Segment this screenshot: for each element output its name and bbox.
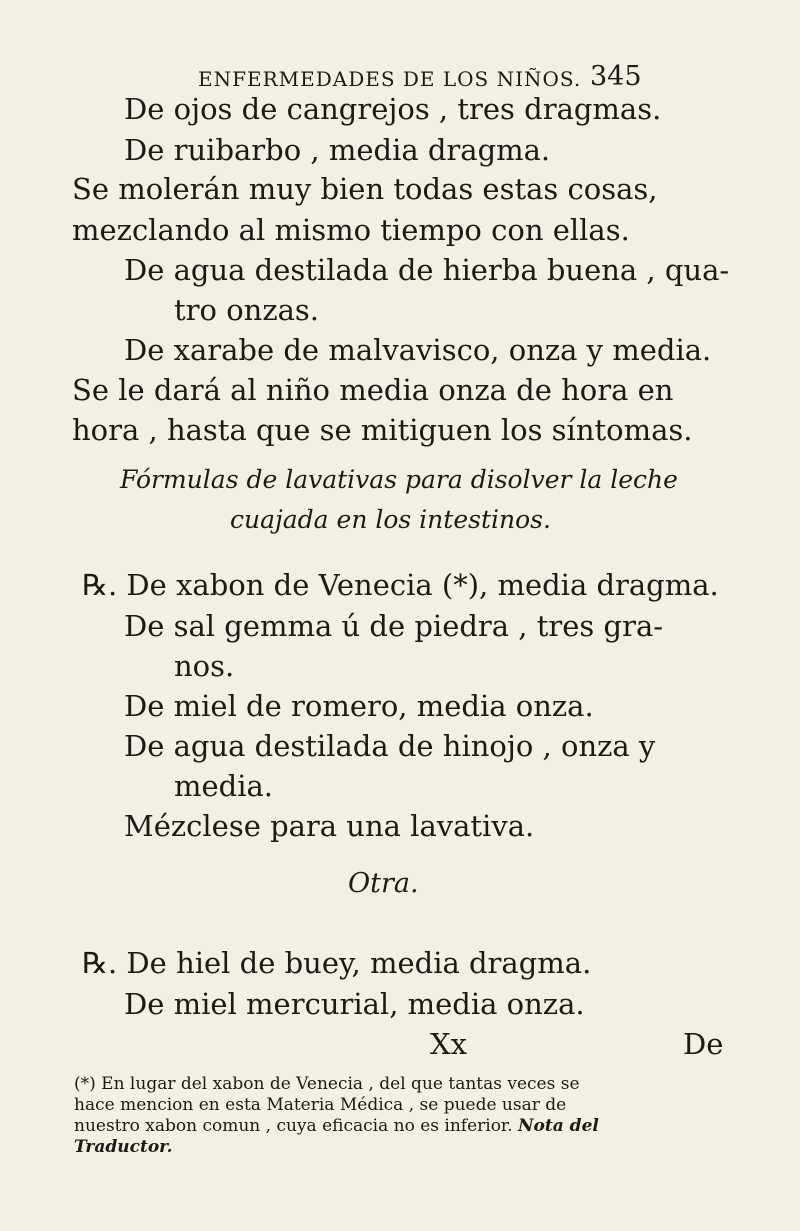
text-line-7: De xarabe de malvavisco, onza y media.: [124, 333, 712, 367]
text-line-3: Se molerán muy bien todas estas cosas,: [72, 172, 658, 206]
footnote-line-3-text: nuestro xabon comun , cuya eficacia no es inferior.: [74, 1116, 513, 1136]
section-heading-line-1: Fórmulas de lavativas para disolver la leche: [120, 465, 678, 494]
footnote-line-4: [74, 1137, 173, 1158]
recipe-line-5: De agua destilada de hinojo , onza y: [124, 729, 656, 763]
footnote-traductor: Traductor.: [74, 1137, 173, 1157]
recipe-line-1: ℞. De xabon de Venecia (*), media dragma.: [82, 568, 719, 602]
text-line-6: tro onzas.: [174, 293, 319, 327]
signature-mark: Xx: [430, 1027, 468, 1061]
recipe-line-6: media.: [174, 769, 274, 803]
recipe2-line-1: ℞. De hiel de buey, media dragma.: [82, 946, 592, 980]
footnote-line-3: [74, 1116, 599, 1137]
recipe-line-7: Mézclese para una lavativa.: [124, 809, 535, 843]
section-heading-line-2: cuajada en los intestinos.: [230, 505, 551, 534]
text-line-8: Se le dará al niño media onza de hora en: [72, 373, 674, 407]
footnote-line-1: (*) En lugar del xabon de Venecia , del que tantas veces se: [74, 1074, 580, 1094]
recipe-line-4: De miel de romero, media onza.: [124, 689, 594, 723]
text-line-1: De ojos de cangrejos , tres dragmas.: [124, 92, 662, 126]
text-line-9: hora , hasta que se mitiguen los síntomas.: [72, 413, 693, 447]
text-line-4: mezclando al mismo tiempo con ellas.: [72, 213, 630, 247]
footnote-line-2: hace mencion en esta Materia Médica , se puede usar de: [74, 1095, 567, 1115]
recipe-line-2: De sal gemma ú de piedra , tres gra-: [124, 609, 664, 643]
text-line-5: De agua destilada de hierba buena , qua-: [124, 253, 730, 287]
running-title: ENFERMEDADES DE LOS NIÑOS.: [198, 67, 582, 91]
section-heading-otra: Otra.: [348, 868, 419, 899]
page-number: 345: [590, 61, 642, 92]
catchword: De: [683, 1027, 724, 1061]
footnote-nota: Nota del: [518, 1116, 599, 1136]
recipe2-line-2: De miel mercurial, media onza.: [124, 987, 585, 1021]
recipe-line-3: nos.: [174, 649, 235, 683]
text-line-2: De ruibarbo , media dragma.: [124, 133, 551, 167]
